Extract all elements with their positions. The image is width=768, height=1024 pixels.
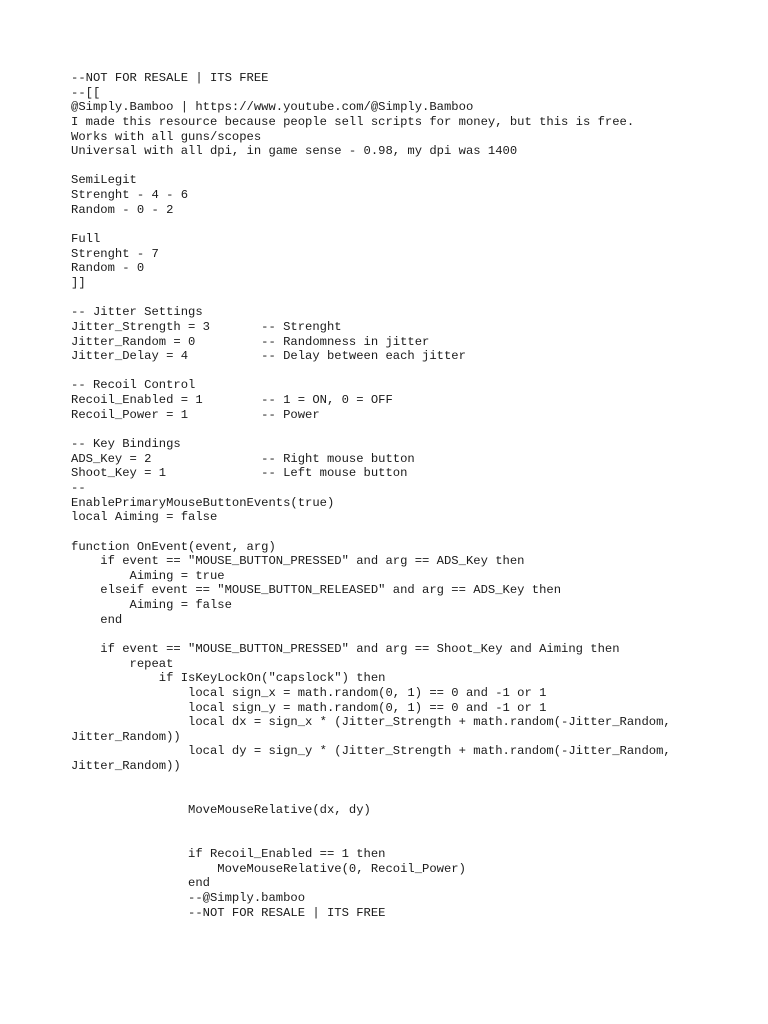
- code-line: local dy = sign_y * (Jitter_Strength + math.random(-Jitter_Random,: [71, 744, 671, 759]
- code-line: MoveMouseRelative(0, Recoil_Power): [71, 861, 466, 876]
- code-line: Full: [71, 232, 101, 247]
- code-line: [71, 525, 751, 540]
- code-line: Jitter_Random)): [71, 759, 181, 774]
- code-line: --[[: [71, 85, 101, 100]
- code-line: Random - 0 - 2: [71, 202, 174, 217]
- code-line: if Recoil_Enabled == 1 then: [71, 846, 386, 861]
- code-line: Jitter_Delay = 4 -- Delay between each jitter: [71, 349, 466, 364]
- code-line: end: [71, 876, 210, 891]
- code-line: Works with all guns/scopes: [71, 129, 262, 144]
- code-line: -- Key Bindings: [71, 437, 181, 452]
- code-line: Universal with all dpi, in game sense - 0.98, my dpi was 1400: [71, 144, 518, 159]
- code-line: if IsKeyLockOn("capslock") then: [71, 671, 386, 686]
- code-line: MoveMouseRelative(dx, dy): [71, 803, 371, 818]
- code-line: Jitter_Random)): [71, 729, 181, 744]
- code-line: elseif event == "MOUSE_BUTTON_RELEASED" and arg == ADS_Key then: [71, 583, 562, 598]
- code-line: Shoot_Key = 1 -- Left mouse button: [71, 466, 408, 481]
- code-line: local sign_x = math.random(0, 1) == 0 and -1 or 1: [71, 685, 547, 700]
- code-line: Aiming = false: [71, 598, 232, 613]
- code-line: Random - 0: [71, 261, 145, 276]
- code-line: [71, 774, 751, 789]
- code-line: [71, 364, 751, 379]
- code-line: [71, 818, 751, 833]
- code-line: Jitter_Random = 0 -- Randomness in jitter: [71, 334, 430, 349]
- code-line: [71, 217, 751, 232]
- code-line: end: [71, 612, 123, 627]
- code-line: @Simply.Bamboo | https://www.youtube.com/@Simply.Bamboo: [71, 100, 474, 115]
- code-line: Strenght - 4 - 6: [71, 188, 189, 203]
- code-line: --@Simply.bamboo: [71, 890, 306, 905]
- code-line: local dx = sign_x * (Jitter_Strength + math.random(-Jitter_Random,: [71, 715, 671, 730]
- code-line: [71, 291, 751, 306]
- code-line: [71, 832, 751, 847]
- code-line: SemiLegit: [71, 173, 137, 188]
- code-line: local sign_y = math.random(0, 1) == 0 and -1 or 1: [71, 700, 547, 715]
- code-line: local Aiming = false: [71, 510, 218, 525]
- code-line: [71, 159, 751, 174]
- code-block: [71, 71, 751, 920]
- code-line: if event == "MOUSE_BUTTON_PRESSED" and arg == Shoot_Key and Aiming then: [71, 641, 620, 656]
- code-line: Recoil_Enabled = 1 -- 1 = ON, 0 = OFF: [71, 393, 393, 408]
- code-line: ADS_Key = 2 -- Right mouse button: [71, 451, 415, 466]
- code-line: -- Recoil Control: [71, 378, 196, 393]
- code-line: Strenght - 7: [71, 246, 159, 261]
- code-line: Jitter_Strength = 3 -- Strenght: [71, 319, 342, 334]
- code-line: --NOT FOR RESALE | ITS FREE: [71, 71, 269, 85]
- code-line: [71, 422, 751, 437]
- code-line: [71, 627, 751, 642]
- code-line: --: [71, 480, 86, 495]
- code-line: ]]: [71, 275, 86, 290]
- code-line: --NOT FOR RESALE | ITS FREE: [71, 905, 386, 920]
- code-line: [71, 788, 751, 803]
- code-line: if event == "MOUSE_BUTTON_PRESSED" and arg == ADS_Key then: [71, 554, 525, 569]
- code-line: I made this resource because people sell scripts for money, but this is free.: [71, 114, 635, 129]
- code-line: function OnEvent(event, arg): [71, 539, 276, 554]
- code-line: repeat: [71, 656, 174, 671]
- code-line: -- Jitter Settings: [71, 305, 203, 320]
- code-line: Aiming = true: [71, 568, 225, 583]
- code-line: EnablePrimaryMouseButtonEvents(true): [71, 495, 335, 510]
- code-line: Recoil_Power = 1 -- Power: [71, 407, 320, 422]
